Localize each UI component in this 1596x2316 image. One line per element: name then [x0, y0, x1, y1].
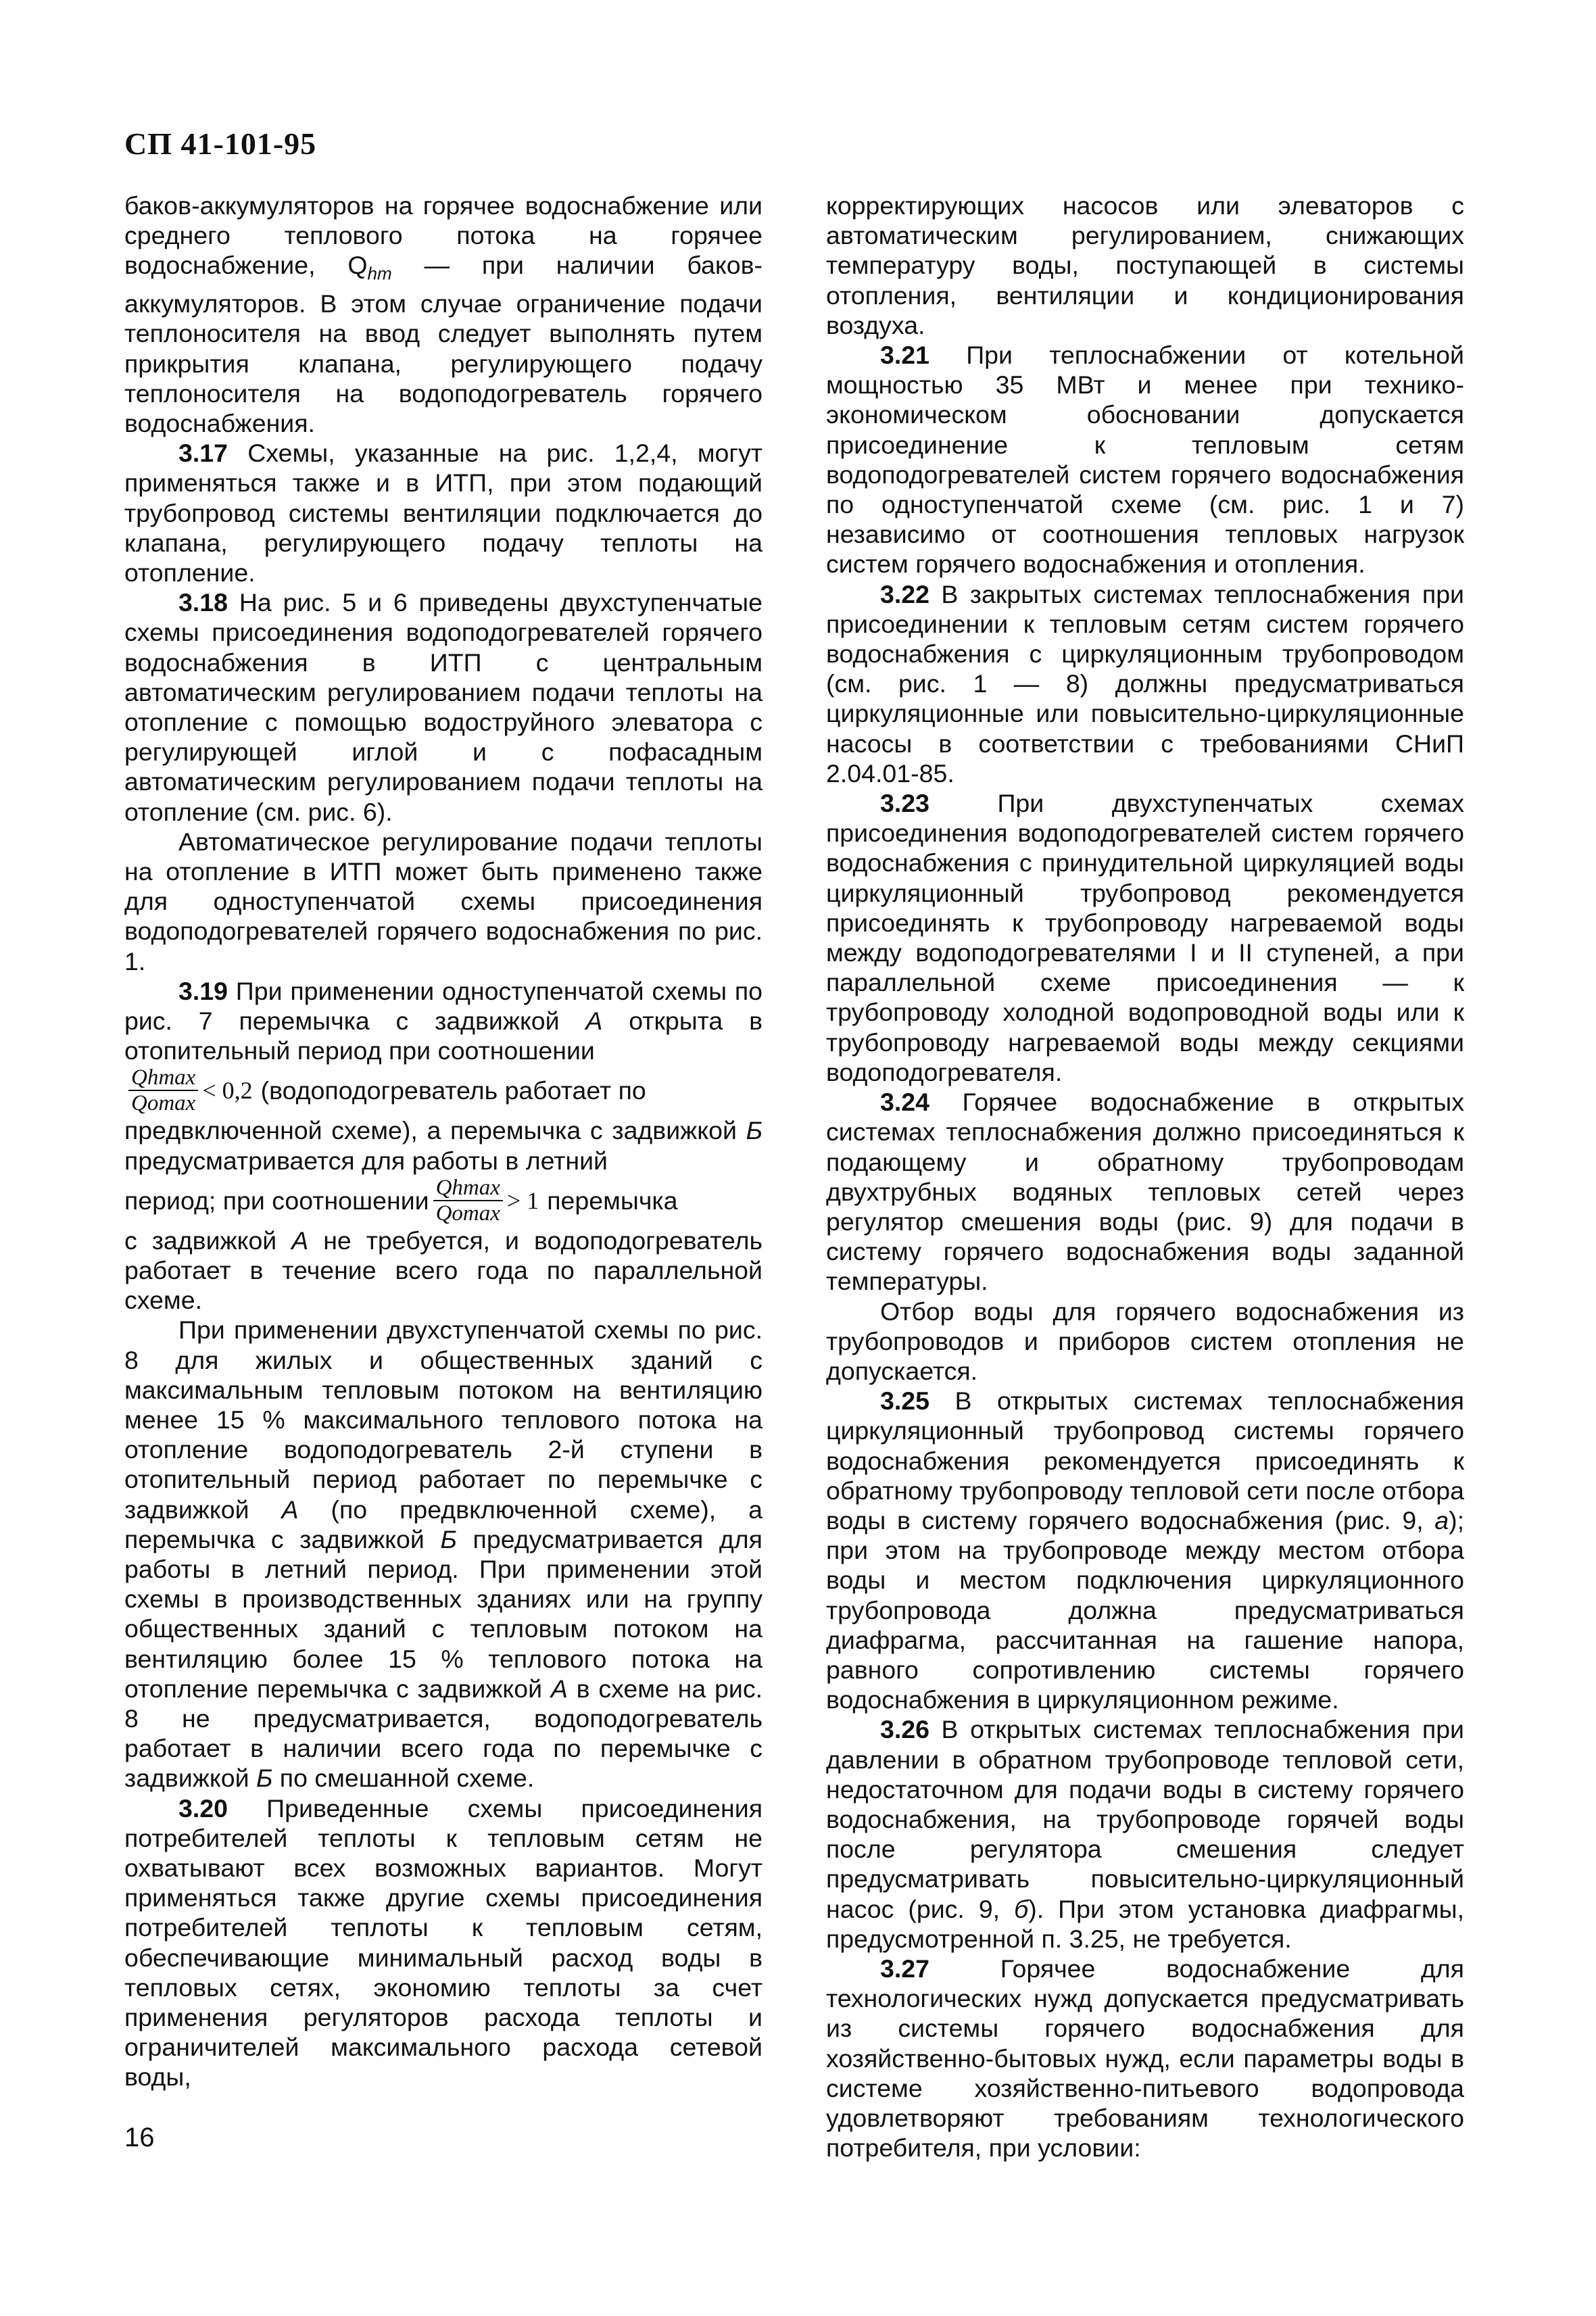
- formula-line-2: период; при соотношении $\frac{Qhmax}{Qomax}$ > 1 перемычка: [124, 1175, 678, 1226]
- section-number: 3.17: [178, 439, 228, 468]
- section-number: 3.23: [880, 789, 929, 818]
- section-3-20: 3.20 Приведенные схемы присоединения потребителей теплоты к тепловым сетям не охватывают всех возможных вариантов. Могут применяться также другие схемы присоединения потребителей теплоты к тепловым сетям, обеспечивающие минимальный расход воды в тепловых сетях, экономию теплоты за счет применения регуляторов расхода теплоты и ограничителей максимального расхода сетевой воды,: [124, 1793, 763, 2092]
- section-number: 3.25: [880, 1386, 929, 1416]
- section-number: 3.26: [880, 1715, 929, 1744]
- formula-line-1: $\frac{Qhmax}{Qomax}$ < 0,2 (водоподогреватель работает по: [124, 1065, 763, 1115]
- section-3-27: 3.27 Горячее водоснабжение для технологических нужд допускается предусматривать из системы горячего водоснабжения для хозяйственно-бытовых нужд, если параметры воды в системе хозяйственно-питьевого водопровода удовлетворяют требованиям технологического потребителя, при условии:: [826, 1954, 1464, 2163]
- section-3-22: 3.22 В закрытых системах теплоснабжения при присоединении к тепловым сетям систем горячего водоснабжения с циркуляционным трубопроводом (см. рис. 1 — 8) должны предусматриваться циркуляционные или повысительно-циркуляционные насосы в соответствии с требованиями СНиП 2.04.01-85.: [826, 579, 1464, 788]
- paragraph-continuation: корректирующих насосов или элеваторов с автоматическим регулированием, снижающих температуру воды, поступающей в системы отопления, вентиляции и кондиционирования воздуха.: [826, 191, 1464, 339]
- section-number: 3.27: [880, 1954, 929, 1983]
- section-number: 3.24: [880, 1088, 929, 1117]
- section-3-21: 3.21 При теплоснабжении от котельной мощностью 35 МВт и менее при технико-экономическом обосновании допускается присоединение к тепловым сетям водоподогревателей систем горячего водоснабжения по одноступенчатой схеме (см. рис. 1 и 7) независимо от соотношения тепловых нагрузок систем горячего водоснабжения и отопления.: [826, 341, 1464, 579]
- paragraph-continuation: баков-аккумуляторов на горячее водоснабжение или среднего теплового потока на горячее водоснабжение, $Q_{hm}$ — при наличии баков-аккумуляторов. В этом случае ограничение подачи теплоносителя на ввод следует выполнять путем прикрытия клапана, регулирующего подачу теплоносителя на водоподогреватель горячего водоснабжения.: [124, 191, 763, 437]
- section-number: 3.20: [178, 1793, 228, 1823]
- paragraph-otbor: Отбор воды для горячего водоснабжения из трубопроводов и приборов систем отопления не допускается.: [826, 1297, 1464, 1385]
- section-3-24: 3.24 Горячее водоснабжение в открытых системах теплоснабжения должно присоединяться к подающему и обратному трубопроводам двухтрубных водяных тепловых сетей через регулятор смешения воды (рис. 9) для подачи в систему горячего водоснабжения воды заданной температуры.: [826, 1088, 1464, 1296]
- document-code-header: СП 41-101-95: [124, 126, 317, 161]
- section-3-19-cont: предвключенной схеме), а перемычка с задвижкой Б предусматривается для работы в летний: [124, 1116, 763, 1175]
- paragraph-two-stage: При применении двухступенчатой схемы по рис. 8 для жилых и общественных зданий с максимальным тепловым потоком на вентиляцию менее 15 % максимального теплового потока на отопление водоподогреватель 2-й ступени в отопительный период работает по перемычке с задвижкой А (по предвключенной схеме), а перемычка с задвижкой Б предусматривается для работы в летний период. При применении этой схемы в производственных зданиях или на группу общественных зданий с тепловым потоком на вентиляцию более 15 % теплового потока на отопление перемычка с задвижкой А в схеме на рис. 8 не предусматривается, водоподогреватель работает в наличии всего года по перемычке с задвижкой Б по смешанной схеме.: [124, 1316, 763, 1793]
- section-3-23: 3.23 При двухступенчатых схемах присоединения водоподогревателей систем горячего водоснабжения с принудительной циркуляцией воды циркуляционный трубопровод рекомендуется присоединять к трубопроводу нагреваемой воды между водоподогревателями I и II ступеней, а при параллельной схеме присоединения — к трубопроводу холодной водопроводной воды или к трубопроводу нагреваемой воды между секциями водоподогревателя.: [826, 789, 1464, 1086]
- left-column: [124, 191, 763, 2092]
- section-number: 3.18: [178, 588, 228, 617]
- section-3-17: 3.17 Схемы, указанные на рис. 1,2,4, могут применяться также и в ИТП, при этом подающий трубопровод системы вентиляции подключается до клапана, регулирующего подачу теплоты на отопление.: [124, 439, 763, 587]
- paragraph-auto-regulation: Автоматическое регулирование подачи теплоты на отопление в ИТП может быть применено также для одноступенчатой схемы присоединения водоподогревателей горячего водоснабжения по рис. 1.: [124, 827, 763, 975]
- page-number: 16: [124, 2123, 155, 2152]
- section-number: 3.19: [178, 976, 228, 1005]
- section-3-19: 3.19 При применении одноступенчатой схемы по рис. 7 перемычка с задвижкой А открыта в отопительный период при соотношении: [124, 976, 763, 1065]
- section-3-26: 3.26 В открытых системах теплоснабжения при давлении в обратном трубопроводе тепловой сети, недостаточном для подачи воды в систему горячего водоснабжения, на трубопроводе горячей воды после регулятора смешения следует предусматривать повысительно-циркуляционный насос (рис. 9, б). При этом установка диафрагмы, предусмотренной п. 3.25, не требуется.: [826, 1715, 1464, 1953]
- fraction-q-ratio: $\frac{Qhmax}{Qomax}$: [433, 1176, 503, 1226]
- section-number: 3.21: [880, 341, 929, 370]
- fraction-q-ratio: $\frac{Qhmax}{Qomax}$: [128, 1065, 198, 1115]
- section-number: 3.22: [880, 579, 929, 608]
- section-3-18: 3.18 На рис. 5 и 6 приведены двухступенчатые схемы присоединения водоподогревателей горячего водоснабжения в ИТП с центральным автоматическим регулированием подачи теплоты на отопление с помощью водоструйного элеватора с регулирующей иглой и с пофасадным автоматическим регулированием подачи теплоты на отопление (см. рис. 6).: [124, 588, 763, 826]
- section-3-19-end: с задвижкой А не требуется, и водоподогреватель работает в течение всего года по параллельной схеме.: [124, 1226, 763, 1315]
- section-3-25: 3.25 В открытых системах теплоснабжения циркуляционный трубопровод системы горячего водоснабжения рекомендуется присоединять к обратному трубопроводу тепловой сети после отбора воды в систему горячего водоснабжения (рис. 9, а); при этом на трубопроводе между местом отбора воды и местом подключения циркуляционного трубопровода должна предусматриваться диафрагма, рассчитанная на гашение напора, равного сопротивлению системы горячего водоснабжения в циркуляционном режиме.: [826, 1386, 1464, 1714]
- right-column: [826, 191, 1464, 2163]
